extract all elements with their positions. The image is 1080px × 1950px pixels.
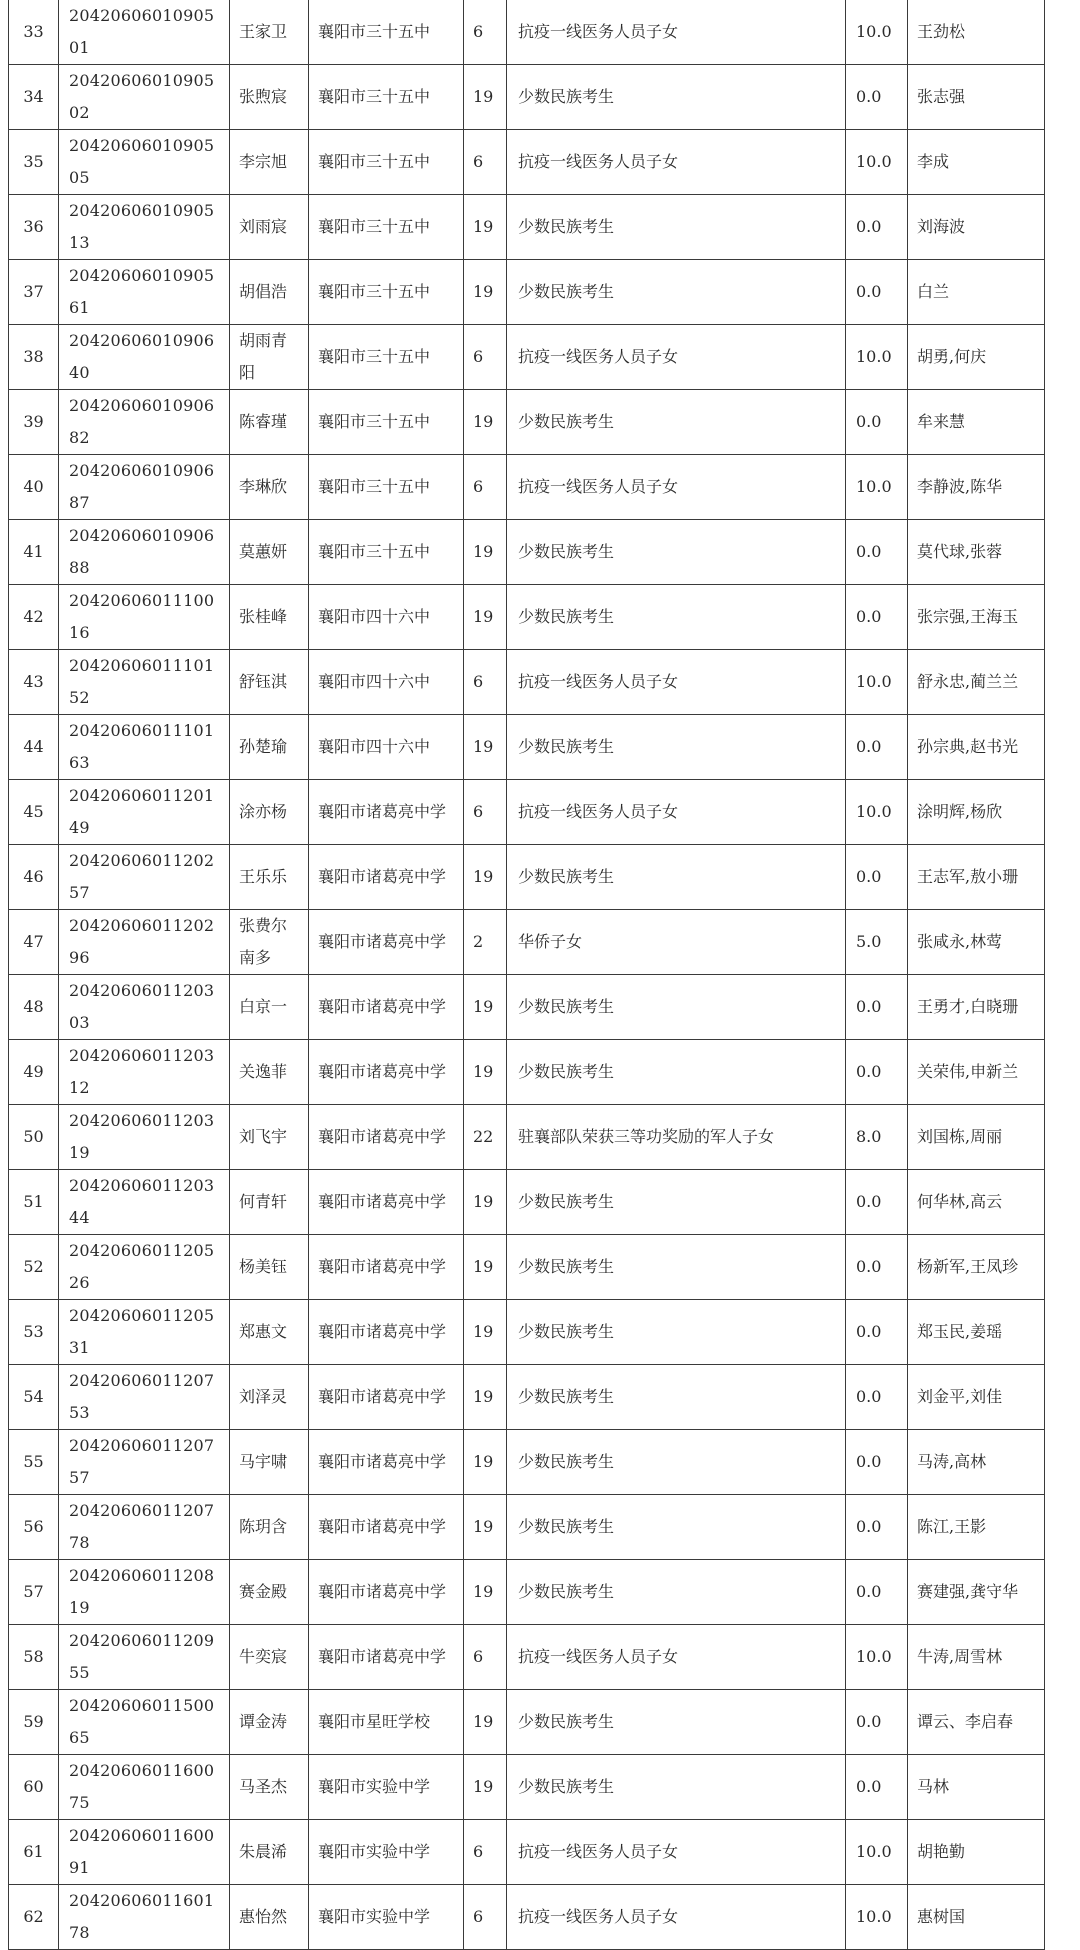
cell-parents: 舒永忠,蔺兰兰: [908, 650, 1045, 715]
cell-bonus-score: 0.0: [846, 1365, 908, 1430]
cell-student-name: 关逸菲: [230, 1040, 309, 1105]
cell-category-code: 19: [464, 975, 507, 1040]
cell-category-code: 19: [464, 1430, 507, 1495]
cell-seq: 35: [9, 130, 59, 195]
cell-exam-id: 2042060601120531: [59, 1300, 230, 1365]
cell-bonus-score: 10.0: [846, 1625, 908, 1690]
cell-category: 抗疫一线医务人员子女: [507, 1625, 846, 1690]
cell-school: 襄阳市诸葛亮中学: [309, 1560, 464, 1625]
cell-bonus-score: 0.0: [846, 845, 908, 910]
cell-school: 襄阳市四十六中: [309, 650, 464, 715]
cell-exam-id: 2042060601110016: [59, 585, 230, 650]
cell-student-name: 张费尔南多: [230, 910, 309, 975]
cell-bonus-score: 5.0: [846, 910, 908, 975]
cell-category: 抗疫一线医务人员子女: [507, 0, 846, 65]
cell-student-name: 何青轩: [230, 1170, 309, 1235]
cell-bonus-score: 0.0: [846, 65, 908, 130]
table-row: [9, 520, 1045, 585]
cell-school: 襄阳市诸葛亮中学: [309, 1365, 464, 1430]
cell-school: 襄阳市诸葛亮中学: [309, 1235, 464, 1300]
cell-bonus-score: 0.0: [846, 585, 908, 650]
cell-exam-id: 2042060601090640: [59, 325, 230, 390]
cell-school: 襄阳市三十五中: [309, 195, 464, 260]
cell-category: 抗疫一线医务人员子女: [507, 1885, 846, 1950]
cell-parents: 刘国栋,周丽: [908, 1105, 1045, 1170]
cell-category: 少数民族考生: [507, 1690, 846, 1755]
cell-seq: 46: [9, 845, 59, 910]
cell-student-name: 惠怡然: [230, 1885, 309, 1950]
cell-bonus-score: 10.0: [846, 0, 908, 65]
cell-exam-id: 2042060601090501: [59, 0, 230, 65]
cell-student-name: 孙楚瑜: [230, 715, 309, 780]
cell-category-code: 19: [464, 1235, 507, 1300]
cell-category: 抗疫一线医务人员子女: [507, 650, 846, 715]
cell-category-code: 6: [464, 780, 507, 845]
cell-student-name: 李琳欣: [230, 455, 309, 520]
cell-seq: 36: [9, 195, 59, 260]
cell-bonus-score: 0.0: [846, 1300, 908, 1365]
cell-student-name: 张桂峰: [230, 585, 309, 650]
cell-seq: 40: [9, 455, 59, 520]
cell-category-code: 19: [464, 585, 507, 650]
cell-bonus-score: 10.0: [846, 325, 908, 390]
cell-seq: 55: [9, 1430, 59, 1495]
cell-bonus-score: 10.0: [846, 455, 908, 520]
cell-category: 少数民族考生: [507, 715, 846, 780]
cell-category-code: 19: [464, 1495, 507, 1560]
cell-category: 少数民族考生: [507, 65, 846, 130]
table-row: [9, 0, 1045, 65]
cell-category: 少数民族考生: [507, 1365, 846, 1430]
cell-bonus-score: 0.0: [846, 1690, 908, 1755]
cell-parents: 惠树国: [908, 1885, 1045, 1950]
cell-student-name: 朱晨浠: [230, 1820, 309, 1885]
cell-parents: 张宗强,王海玉: [908, 585, 1045, 650]
cell-category: 抗疫一线医务人员子女: [507, 325, 846, 390]
cell-student-name: 莫蕙妍: [230, 520, 309, 585]
table-row: [9, 390, 1045, 455]
table-row: [9, 975, 1045, 1040]
cell-seq: 58: [9, 1625, 59, 1690]
cell-bonus-score: 10.0: [846, 650, 908, 715]
cell-school: 襄阳市诸葛亮中学: [309, 1625, 464, 1690]
cell-seq: 34: [9, 65, 59, 130]
table-row: [9, 1365, 1045, 1430]
cell-student-name: 白京一: [230, 975, 309, 1040]
cell-seq: 57: [9, 1560, 59, 1625]
cell-bonus-score: 0.0: [846, 1560, 908, 1625]
cell-exam-id: 2042060601120526: [59, 1235, 230, 1300]
cell-bonus-score: 0.0: [846, 975, 908, 1040]
cell-seq: 49: [9, 1040, 59, 1105]
cell-category: 抗疫一线医务人员子女: [507, 1820, 846, 1885]
cell-school: 襄阳市实验中学: [309, 1885, 464, 1950]
cell-category-code: 19: [464, 1560, 507, 1625]
bonus-points-table-container: [8, 0, 1044, 1950]
cell-bonus-score: 0.0: [846, 1755, 908, 1820]
cell-seq: 61: [9, 1820, 59, 1885]
cell-seq: 44: [9, 715, 59, 780]
cell-parents: 王勇才,白晓珊: [908, 975, 1045, 1040]
table-row: [9, 1625, 1045, 1690]
cell-exam-id: 2042060601090561: [59, 260, 230, 325]
cell-seq: 41: [9, 520, 59, 585]
cell-category-code: 6: [464, 650, 507, 715]
cell-student-name: 刘泽灵: [230, 1365, 309, 1430]
cell-seq: 47: [9, 910, 59, 975]
cell-seq: 59: [9, 1690, 59, 1755]
cell-school: 襄阳市三十五中: [309, 130, 464, 195]
cell-category-code: 6: [464, 455, 507, 520]
cell-exam-id: 2042060601110152: [59, 650, 230, 715]
cell-student-name: 马圣杰: [230, 1755, 309, 1820]
cell-parents: 牟来慧: [908, 390, 1045, 455]
cell-parents: 杨新军,王凤珍: [908, 1235, 1045, 1300]
cell-category: 少数民族考生: [507, 1755, 846, 1820]
cell-bonus-score: 0.0: [846, 1430, 908, 1495]
cell-exam-id: 2042060601090502: [59, 65, 230, 130]
cell-category: 少数民族考生: [507, 1235, 846, 1300]
bonus-points-table: [8, 0, 1045, 1950]
cell-parents: 张志强: [908, 65, 1045, 130]
cell-parents: 赛建强,龚守华: [908, 1560, 1045, 1625]
cell-exam-id: 2042060601090688: [59, 520, 230, 585]
cell-exam-id: 2042060601120757: [59, 1430, 230, 1495]
table-row: [9, 1495, 1045, 1560]
cell-school: 襄阳市诸葛亮中学: [309, 1040, 464, 1105]
cell-exam-id: 2042060601120303: [59, 975, 230, 1040]
cell-bonus-score: 0.0: [846, 260, 908, 325]
cell-bonus-score: 0.0: [846, 1170, 908, 1235]
cell-category: 少数民族考生: [507, 1560, 846, 1625]
table-row: [9, 65, 1045, 130]
cell-school: 襄阳市诸葛亮中学: [309, 1300, 464, 1365]
cell-exam-id: 2042060601160091: [59, 1820, 230, 1885]
cell-category: 少数民族考生: [507, 1300, 846, 1365]
cell-parents: 马林: [908, 1755, 1045, 1820]
cell-category-code: 6: [464, 1820, 507, 1885]
cell-exam-id: 2042060601090513: [59, 195, 230, 260]
cell-category: 少数民族考生: [507, 195, 846, 260]
cell-category-code: 19: [464, 390, 507, 455]
cell-school: 襄阳市三十五中: [309, 0, 464, 65]
cell-parents: 胡勇,何庆: [908, 325, 1045, 390]
cell-student-name: 张煦宸: [230, 65, 309, 130]
table-row: [9, 715, 1045, 780]
cell-category-code: 19: [464, 715, 507, 780]
cell-parents: 白兰: [908, 260, 1045, 325]
cell-student-name: 李宗旭: [230, 130, 309, 195]
table-row: [9, 325, 1045, 390]
cell-bonus-score: 0.0: [846, 1040, 908, 1105]
cell-category-code: 19: [464, 195, 507, 260]
cell-school: 襄阳市诸葛亮中学: [309, 1170, 464, 1235]
cell-student-name: 牛奕宸: [230, 1625, 309, 1690]
cell-seq: 45: [9, 780, 59, 845]
cell-bonus-score: 0.0: [846, 390, 908, 455]
cell-seq: 62: [9, 1885, 59, 1950]
cell-school: 襄阳市三十五中: [309, 455, 464, 520]
cell-seq: 43: [9, 650, 59, 715]
table-row: [9, 780, 1045, 845]
cell-student-name: 马宇啸: [230, 1430, 309, 1495]
cell-category: 少数民族考生: [507, 1170, 846, 1235]
table-row: [9, 1300, 1045, 1365]
cell-category-code: 6: [464, 1885, 507, 1950]
table-row: [9, 1235, 1045, 1300]
table-row: [9, 455, 1045, 520]
cell-category: 抗疫一线医务人员子女: [507, 130, 846, 195]
cell-category-code: 19: [464, 65, 507, 130]
cell-school: 襄阳市三十五中: [309, 65, 464, 130]
cell-category-code: 19: [464, 1690, 507, 1755]
cell-exam-id: 2042060601120149: [59, 780, 230, 845]
cell-parents: 谭云、李启春: [908, 1690, 1045, 1755]
cell-parents: 陈江,王影: [908, 1495, 1045, 1560]
cell-exam-id: 2042060601120778: [59, 1495, 230, 1560]
cell-category: 少数民族考生: [507, 845, 846, 910]
table-row: [9, 1820, 1045, 1885]
cell-exam-id: 2042060601120257: [59, 845, 230, 910]
cell-bonus-score: 0.0: [846, 1495, 908, 1560]
table-row: [9, 1170, 1045, 1235]
cell-category: 抗疫一线医务人员子女: [507, 455, 846, 520]
table-row: [9, 1755, 1045, 1820]
cell-exam-id: 2042060601090687: [59, 455, 230, 520]
cell-parents: 郑玉民,姜瑶: [908, 1300, 1045, 1365]
cell-seq: 48: [9, 975, 59, 1040]
cell-category: 少数民族考生: [507, 390, 846, 455]
cell-parents: 王劲松: [908, 0, 1045, 65]
cell-school: 襄阳市诸葛亮中学: [309, 1430, 464, 1495]
cell-parents: 王志军,敖小珊: [908, 845, 1045, 910]
cell-category: 少数民族考生: [507, 1430, 846, 1495]
cell-bonus-score: 0.0: [846, 715, 908, 780]
cell-school: 襄阳市三十五中: [309, 325, 464, 390]
cell-category: 少数民族考生: [507, 585, 846, 650]
cell-school: 襄阳市星旺学校: [309, 1690, 464, 1755]
cell-student-name: 刘飞宇: [230, 1105, 309, 1170]
cell-parents: 牛涛,周雪林: [908, 1625, 1045, 1690]
cell-category-code: 6: [464, 1625, 507, 1690]
cell-school: 襄阳市诸葛亮中学: [309, 1495, 464, 1560]
cell-seq: 50: [9, 1105, 59, 1170]
cell-parents: 胡艳勤: [908, 1820, 1045, 1885]
cell-parents: 涂明辉,杨欣: [908, 780, 1045, 845]
cell-category-code: 19: [464, 1755, 507, 1820]
cell-school: 襄阳市诸葛亮中学: [309, 910, 464, 975]
cell-school: 襄阳市实验中学: [309, 1755, 464, 1820]
cell-category-code: 22: [464, 1105, 507, 1170]
cell-category-code: 19: [464, 520, 507, 585]
cell-student-name: 赛金殿: [230, 1560, 309, 1625]
cell-student-name: 郑惠文: [230, 1300, 309, 1365]
cell-parents: 马涛,高林: [908, 1430, 1045, 1495]
cell-student-name: 刘雨宸: [230, 195, 309, 260]
cell-parents: 刘金平,刘佳: [908, 1365, 1045, 1430]
cell-seq: 37: [9, 260, 59, 325]
cell-parents: 何华林,高云: [908, 1170, 1045, 1235]
cell-bonus-score: 8.0: [846, 1105, 908, 1170]
cell-category-code: 19: [464, 1170, 507, 1235]
cell-exam-id: 2042060601160075: [59, 1755, 230, 1820]
cell-seq: 51: [9, 1170, 59, 1235]
cell-parents: 孙宗典,赵书光: [908, 715, 1045, 780]
cell-exam-id: 2042060601090682: [59, 390, 230, 455]
cell-exam-id: 2042060601120753: [59, 1365, 230, 1430]
cell-seq: 33: [9, 0, 59, 65]
cell-category: 抗疫一线医务人员子女: [507, 780, 846, 845]
cell-exam-id: 2042060601120296: [59, 910, 230, 975]
cell-school: 襄阳市四十六中: [309, 715, 464, 780]
table-row: [9, 845, 1045, 910]
table-row: [9, 260, 1045, 325]
cell-bonus-score: 10.0: [846, 780, 908, 845]
table-row: [9, 910, 1045, 975]
cell-exam-id: 2042060601090505: [59, 130, 230, 195]
cell-student-name: 杨美钰: [230, 1235, 309, 1300]
cell-student-name: 涂亦杨: [230, 780, 309, 845]
table-row: [9, 1105, 1045, 1170]
cell-category: 华侨子女: [507, 910, 846, 975]
cell-school: 襄阳市诸葛亮中学: [309, 975, 464, 1040]
cell-bonus-score: 0.0: [846, 520, 908, 585]
cell-exam-id: 2042060601120819: [59, 1560, 230, 1625]
cell-category-code: 19: [464, 260, 507, 325]
cell-category: 驻襄部队荣获三等功奖励的军人子女: [507, 1105, 846, 1170]
cell-parents: 莫代球,张蓉: [908, 520, 1045, 585]
cell-parents: 刘海波: [908, 195, 1045, 260]
table-row: [9, 195, 1045, 260]
cell-parents: 李静波,陈华: [908, 455, 1045, 520]
cell-school: 襄阳市诸葛亮中学: [309, 1105, 464, 1170]
table-row: [9, 585, 1045, 650]
cell-parents: 张咸永,林莺: [908, 910, 1045, 975]
cell-student-name: 胡雨青阳: [230, 325, 309, 390]
cell-school: 襄阳市三十五中: [309, 260, 464, 325]
cell-bonus-score: 0.0: [846, 1235, 908, 1300]
cell-category-code: 6: [464, 0, 507, 65]
cell-student-name: 胡倡浩: [230, 260, 309, 325]
cell-bonus-score: 0.0: [846, 195, 908, 260]
cell-category-code: 6: [464, 325, 507, 390]
cell-category: 少数民族考生: [507, 520, 846, 585]
cell-seq: 52: [9, 1235, 59, 1300]
cell-student-name: 陈玥含: [230, 1495, 309, 1560]
cell-seq: 42: [9, 585, 59, 650]
cell-seq: 38: [9, 325, 59, 390]
cell-student-name: 王家卫: [230, 0, 309, 65]
cell-category: 少数民族考生: [507, 1040, 846, 1105]
cell-school: 襄阳市诸葛亮中学: [309, 780, 464, 845]
cell-category: 少数民族考生: [507, 1495, 846, 1560]
cell-school: 襄阳市三十五中: [309, 520, 464, 585]
table-row: [9, 1560, 1045, 1625]
cell-school: 襄阳市诸葛亮中学: [309, 845, 464, 910]
cell-category-code: 19: [464, 1365, 507, 1430]
cell-school: 襄阳市三十五中: [309, 390, 464, 455]
cell-category-code: 2: [464, 910, 507, 975]
cell-exam-id: 2042060601120319: [59, 1105, 230, 1170]
cell-category-code: 19: [464, 1300, 507, 1365]
cell-exam-id: 2042060601160178: [59, 1885, 230, 1950]
cell-parents: 关荣伟,申新兰: [908, 1040, 1045, 1105]
cell-exam-id: 2042060601120312: [59, 1040, 230, 1105]
cell-category-code: 6: [464, 130, 507, 195]
cell-school: 襄阳市实验中学: [309, 1820, 464, 1885]
cell-bonus-score: 10.0: [846, 1820, 908, 1885]
cell-seq: 53: [9, 1300, 59, 1365]
cell-student-name: 舒钰淇: [230, 650, 309, 715]
cell-exam-id: 2042060601110163: [59, 715, 230, 780]
cell-seq: 54: [9, 1365, 59, 1430]
cell-parents: 李成: [908, 130, 1045, 195]
cell-school: 襄阳市四十六中: [309, 585, 464, 650]
cell-category: 少数民族考生: [507, 975, 846, 1040]
cell-exam-id: 2042060601120955: [59, 1625, 230, 1690]
table-row: [9, 1430, 1045, 1495]
cell-seq: 56: [9, 1495, 59, 1560]
cell-category: 少数民族考生: [507, 260, 846, 325]
table-row: [9, 130, 1045, 195]
cell-category-code: 19: [464, 1040, 507, 1105]
cell-student-name: 王乐乐: [230, 845, 309, 910]
cell-seq: 39: [9, 390, 59, 455]
cell-seq: 60: [9, 1755, 59, 1820]
cell-bonus-score: 10.0: [846, 1885, 908, 1950]
table-body: [9, 0, 1045, 1950]
cell-student-name: 陈睿瑾: [230, 390, 309, 455]
cell-category-code: 19: [464, 845, 507, 910]
cell-exam-id: 2042060601120344: [59, 1170, 230, 1235]
cell-exam-id: 2042060601150065: [59, 1690, 230, 1755]
cell-bonus-score: 10.0: [846, 130, 908, 195]
table-row: [9, 1040, 1045, 1105]
table-row: [9, 650, 1045, 715]
table-row: [9, 1690, 1045, 1755]
table-row: [9, 1885, 1045, 1950]
cell-student-name: 谭金涛: [230, 1690, 309, 1755]
